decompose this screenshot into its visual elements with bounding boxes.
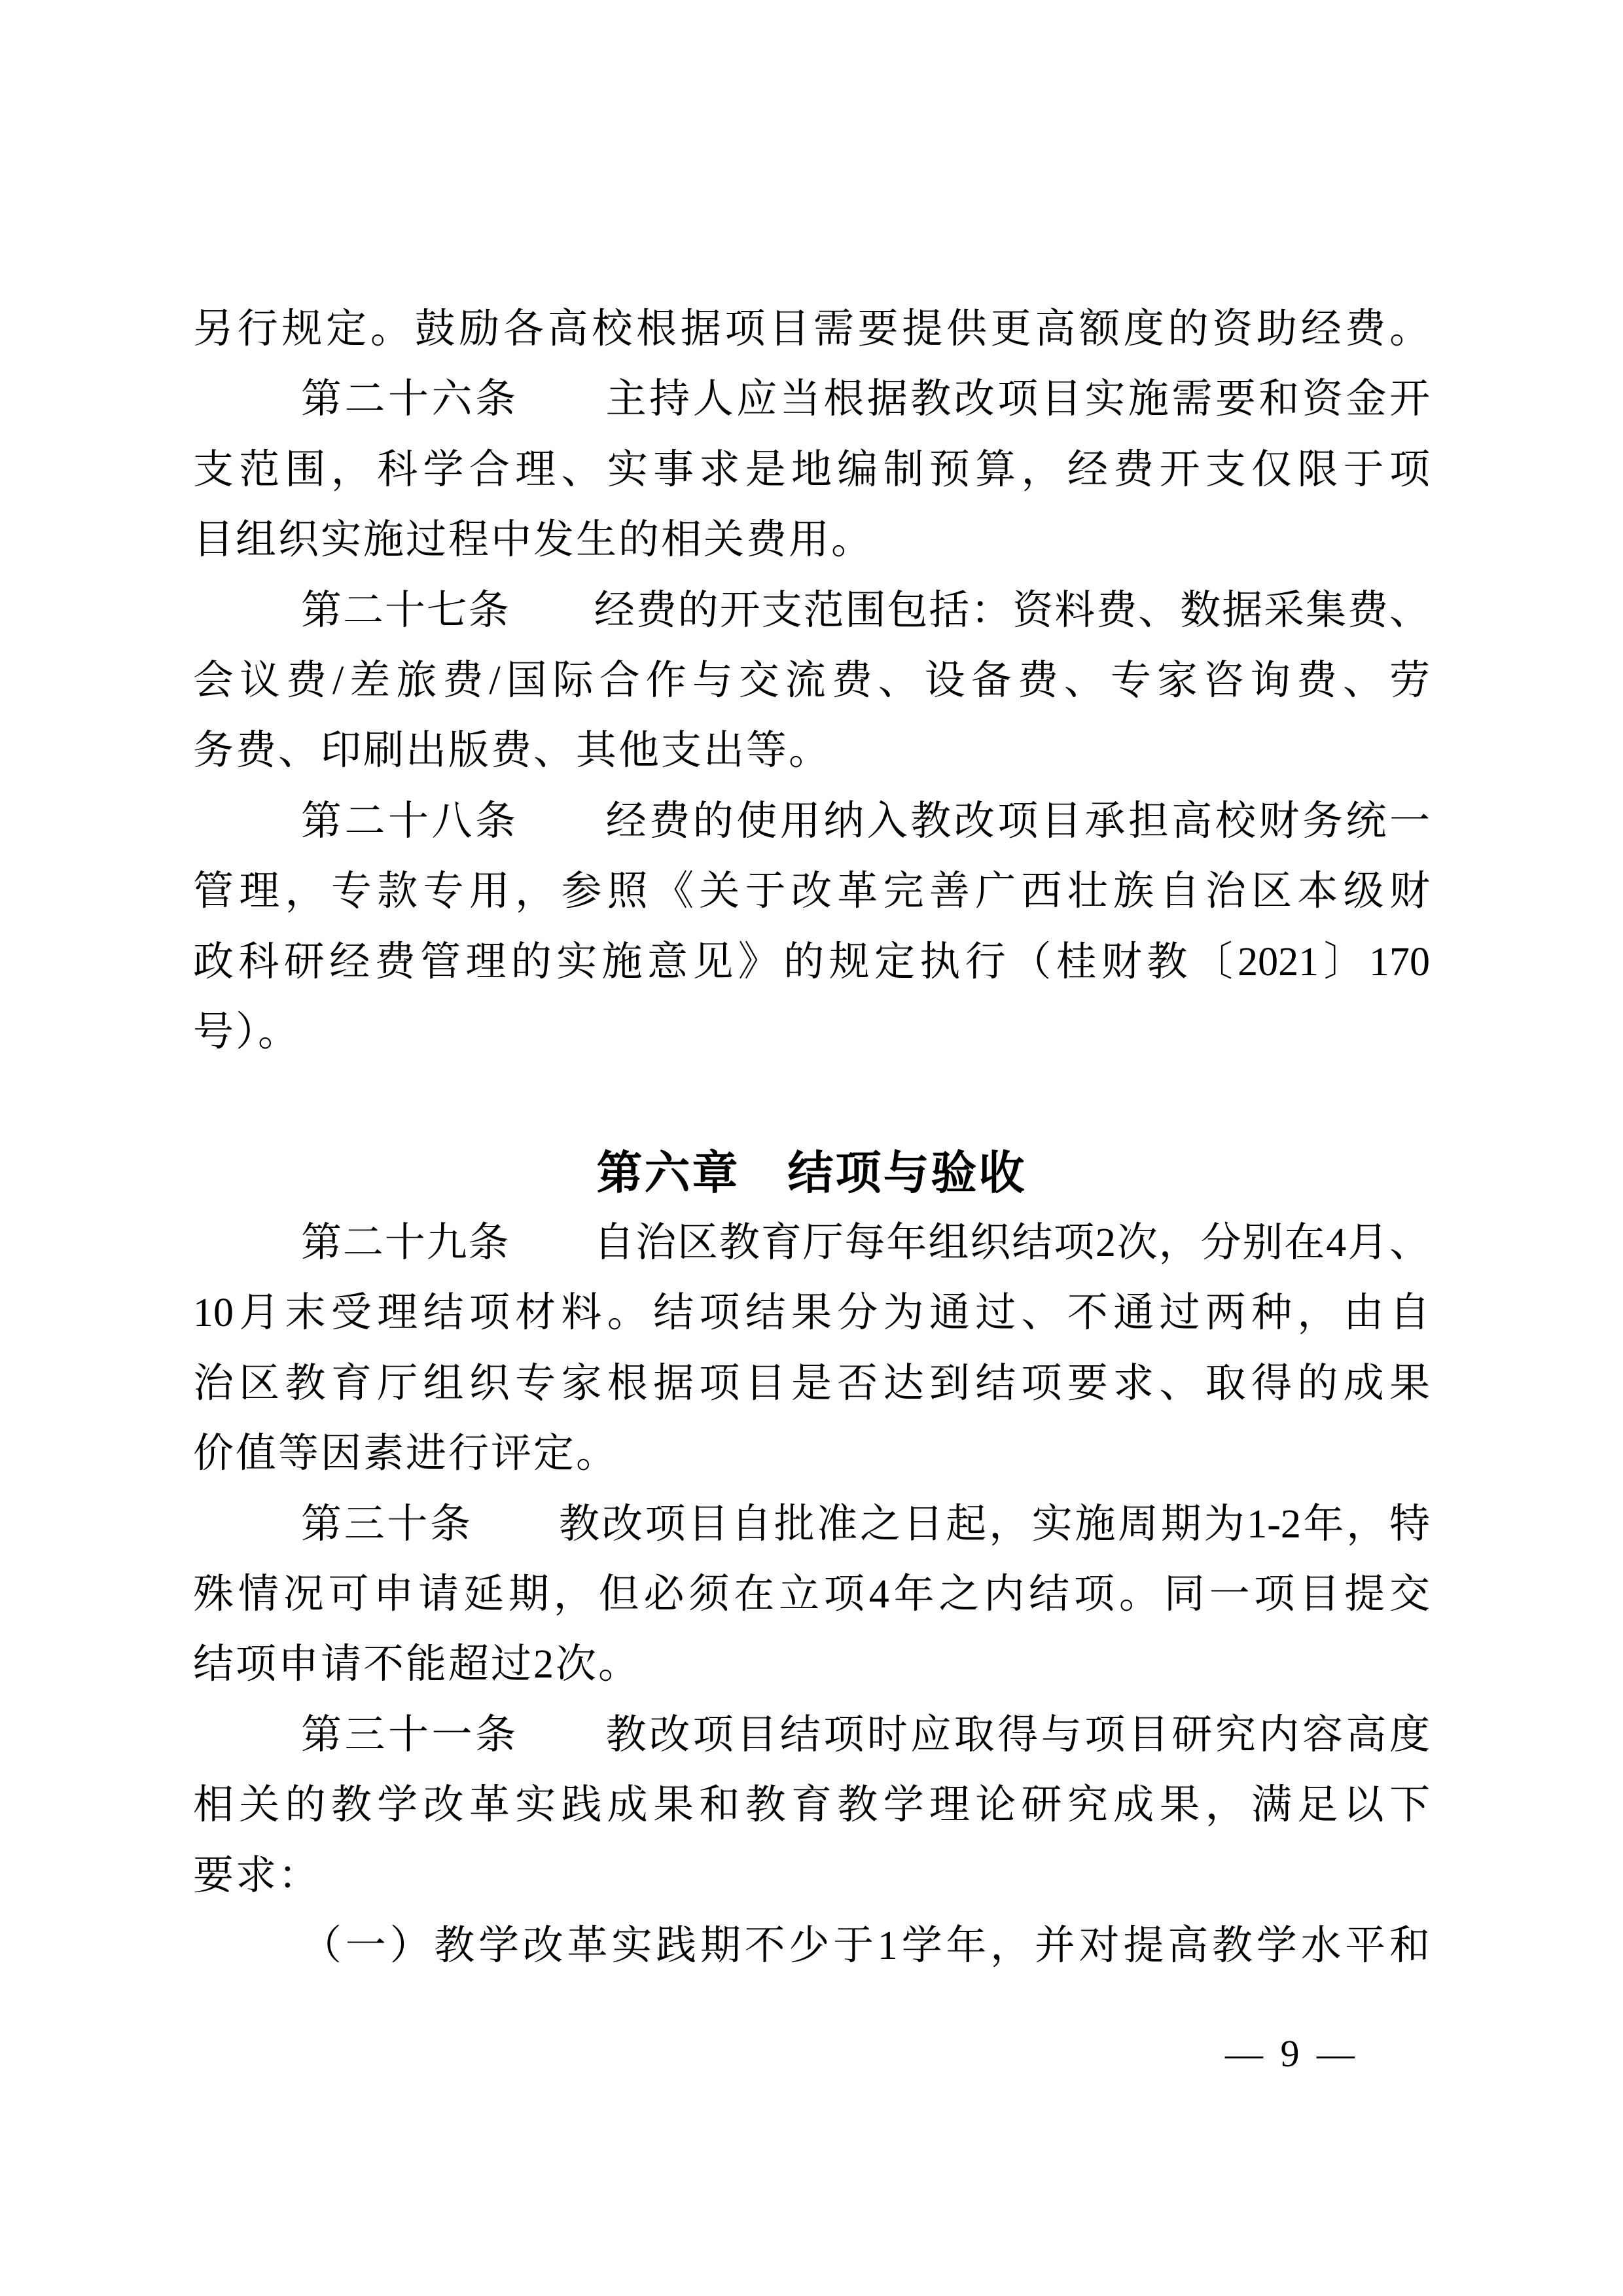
text-line: 第二十六条 主持人应当根据教改项目实施需要和资金开 [301, 377, 1430, 422]
text-line: 结项申请不能超过2次。 [193, 1642, 641, 1687]
text-line: 政科研经费管理的实施意见》的规定执行（桂财教〔2021〕170 [193, 939, 1430, 984]
text-line: 第二十九条 自治区教育厅每年组织结项2次，分别在4月、 [301, 1221, 1430, 1266]
text-line: 支范围，科学合理、实事求是地编制预算，经费开支仅限于项 [193, 447, 1430, 492]
text-line: 号）。 [193, 1009, 301, 1054]
line-spacer [193, 1067, 1430, 1138]
text-line: 第三十条 教改项目自批准之日起，实施周期为1-2年，特 [301, 1501, 1430, 1547]
text-line: 相关的教学改革实践成果和教育教学理论研究成果，满足以下 [193, 1783, 1430, 1828]
chapter-heading: 第六章 结项与验收 [596, 1147, 1027, 1198]
text-line: 务费、印刷出版费、其他支出等。 [193, 728, 832, 774]
text-line: （一）教学改革实践期不少于1学年，并对提高教学水平和 [301, 1923, 1430, 1968]
text-line: 殊情况可申请延期，但必须在立项4年之内结项。同一项目提交 [193, 1572, 1430, 1617]
text-line: 会议费/差旅费/国际合作与交流费、设备费、专家咨询费、劳 [193, 658, 1430, 703]
page-number: — 9 — [1225, 2032, 1359, 2075]
text-area [193, 295, 1430, 1981]
text-line: 第二十八条 经费的使用纳入教改项目承担高校财务统一 [301, 798, 1430, 844]
text-line: 价值等因素进行评定。 [193, 1431, 619, 1477]
text-line: 第三十一条 教改项目结项时应取得与项目研究内容高度 [301, 1712, 1430, 1757]
text-line: 10月末受理结项材料。结项结果分为通过、不通过两种，由自 [193, 1291, 1430, 1336]
text-line: 第二十七条 经费的开支范围包括：资料费、数据采集费、 [301, 588, 1430, 633]
text-line: 要求： [193, 1853, 321, 1898]
text-line: 管理，专款专用，参照《关于改革完善广西壮族自治区本级财 [193, 869, 1430, 914]
text-line: 目组织实施过程中发生的相关费用。 [193, 518, 874, 563]
text-line: 另行规定。鼓励各高校根据项目需要提供更高额度的资助经费。 [193, 307, 1430, 351]
text-line: 治区教育厅组织专家根据项目是否达到结项要求、取得的成果 [193, 1361, 1430, 1406]
